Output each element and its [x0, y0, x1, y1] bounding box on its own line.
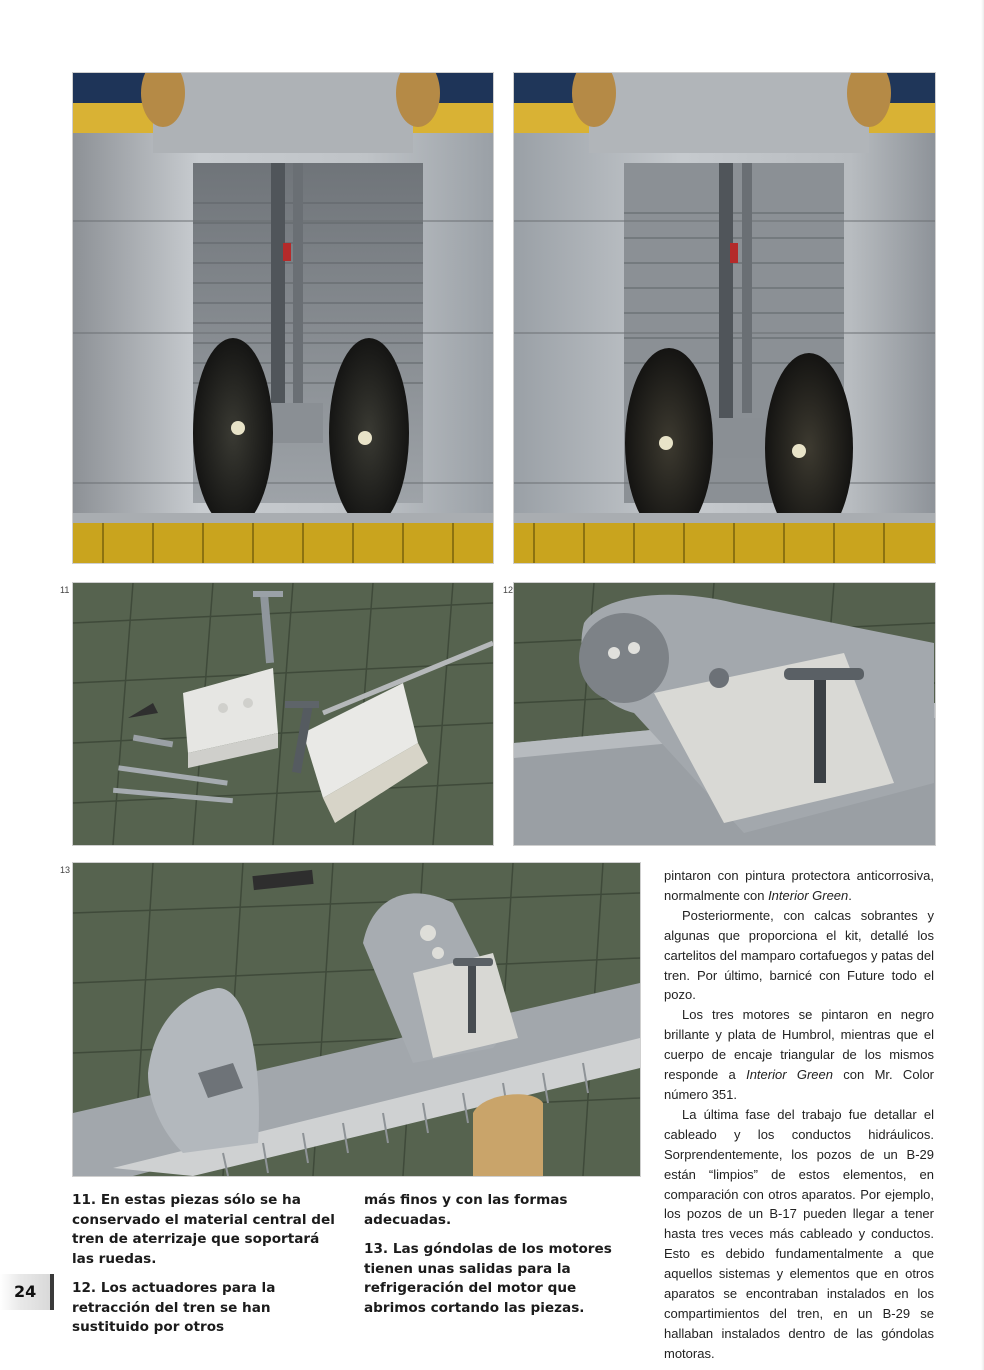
- page-number: 24: [14, 1282, 37, 1301]
- photo-landing-gear-right: [513, 72, 936, 564]
- body-paragraph-1-end: .: [848, 887, 852, 903]
- body-paragraph-3-end: con Mr. Color número 351.: [664, 1067, 934, 1102]
- caption-figure-12-end: más finos y con las formas adecuadas.: [364, 1192, 568, 1228]
- figure-number-11: 11: [60, 585, 70, 595]
- body-paragraph-2: Posteriormente, con calcas sobrantes y algunas que proporciona el kit, detallé los cartelitos del mamparo cortafuegos y patas del tren. Por último, barnicé con Future todo el pozo.: [664, 907, 934, 1003]
- article-body-text: [664, 866, 934, 1364]
- caption-figure-11: 11. En estas piezas sólo se ha conservado el material central del tren de aterrizaje que soportará las ruedas.: [72, 1192, 335, 1267]
- photo-figure-13-wing-nacelles: [72, 862, 641, 1177]
- caption-column-middle: [364, 1191, 638, 1328]
- figure-number-12: 12: [503, 585, 514, 595]
- body-paragraph-3-text: Los tres motores se pintaron en negro brillante y plata de Humbrol, mientras que el cuerpo de encaje triangular de los mismos responde a: [664, 1007, 934, 1083]
- body-paragraph-1: [664, 866, 934, 906]
- body-paragraph-1-text: pintaron con pintura protectora anticorrosiva, normalmente con: [664, 868, 934, 903]
- figure-number-13: 13: [60, 865, 71, 875]
- caption-figure-13: 13. Las góndolas de los motores tienen unas salidas para la refrigeración del motor que abrimos cortando las piezas.: [364, 1241, 612, 1316]
- body-paragraph-4: La última fase del trabajo fue detallar el cableado y los conductos hidráulicos. Sorprendentemente, los pozos de un B-29 están “limpios” de estos elementos, en comparación con otros aparatos. Por ejemplo, los pozos de un B-17 pueden llegar a tener hasta tres veces más cableado y conductos. Esto es debido fundamentalmente a que aquellos sistemas y elementos que en otros aparatos se encontraban instalados en los compartimientos del tren, en un B-29 se hallaban instalados dentro de las góndolas motoras.: [664, 1106, 934, 1361]
- photo-figure-12-nacelle: [513, 582, 936, 846]
- caption-column-left: [72, 1191, 340, 1348]
- photo-landing-gear-left: [72, 72, 494, 564]
- photo-figure-11-parts: [72, 582, 494, 846]
- body-paragraph-1-italic: Interior Green: [768, 887, 849, 903]
- body-paragraph-3: [664, 1005, 934, 1105]
- caption-figure-12-start: 12. Los actuadores para la retracción del tren se han sustituido por otros: [72, 1280, 276, 1335]
- body-paragraph-3-italic: Interior Green: [746, 1067, 833, 1083]
